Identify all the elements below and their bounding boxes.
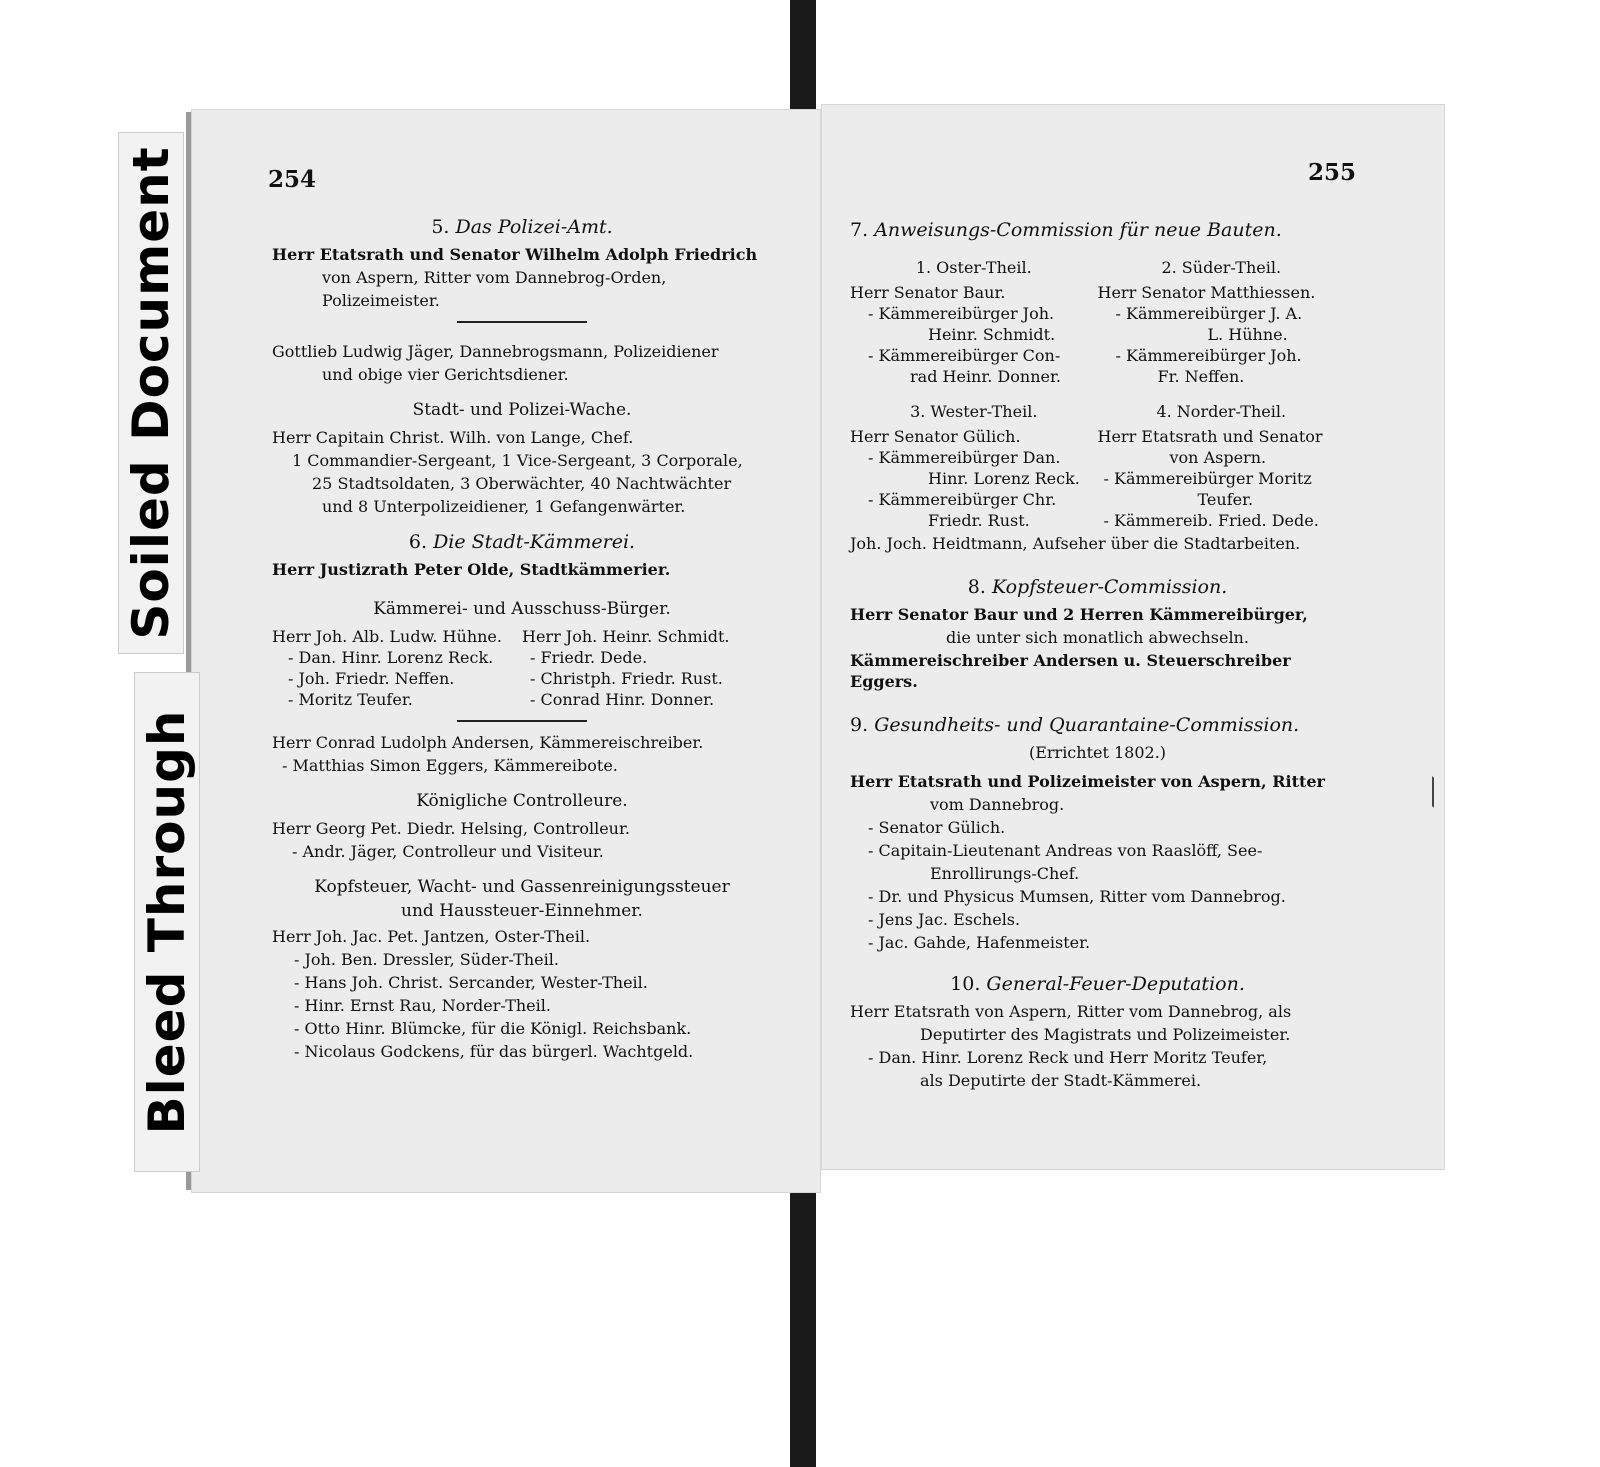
sec7-part-1-columns [850, 282, 1345, 387]
sec9-line-3: - Senator Gülich. [868, 818, 1006, 837]
ausschuss-row [272, 626, 772, 647]
section-8-number: 8. [967, 576, 986, 598]
soiled-document-text: Soiled Document [122, 146, 180, 640]
sec7-entry: - Kämmereibürger Con- [868, 346, 1061, 365]
sec5-servant-line-2: und obige vier Gerichtsdiener. [322, 365, 569, 384]
sec9-line-8: - Jac. Gahde, Hafenmeister. [868, 933, 1091, 952]
sec8-line-3: Kämmereischreiber Andersen u. Steuerschreiber Eggers. [850, 651, 1291, 691]
section-5-title: Das Polizei-Amt. [455, 216, 613, 238]
sec7-entry: Fr. Neffen. [1157, 367, 1245, 386]
sec7-entry: Herr Etatsrath und Senator [1097, 427, 1323, 446]
sec7-part-headings [850, 401, 1345, 422]
section-8-heading [850, 574, 1345, 600]
sec7-entry: rad Heinr. Donner. [910, 367, 1061, 386]
ausschuss-cell: - Moritz Teufer. [288, 690, 413, 709]
section-10-title: General-Feuer-Deputation. [986, 973, 1245, 995]
sec7-entry: - Kämmereibürger Chr. [868, 490, 1057, 509]
section-6-heading [272, 529, 772, 555]
sec5-line-1: Herr Etatsrath und Senator Wilhelm Adolph Friedrich [272, 245, 758, 264]
right-page [822, 105, 1444, 1169]
divider [457, 321, 587, 323]
sec7-part-2-columns [850, 426, 1345, 531]
sec9-line-6: - Dr. und Physicus Mumsen, Ritter vom Dannebrog. [868, 887, 1286, 906]
ausschuss-after-2: - Matthias Simon Eggers, Kämmereibote. [282, 756, 618, 775]
einnehmer-line-5: - Otto Hinr. Blümcke, für die Königl. Reichsbank. [294, 1019, 692, 1038]
sec9-line-2: vom Dannebrog. [930, 795, 1065, 814]
sec10-line-1: Herr Etatsrath von Aspern, Ritter vom Dannebrog, als [850, 1002, 1292, 1021]
ausschuss-row [272, 668, 772, 689]
sec9-line-7: - Jens Jac. Eschels. [868, 910, 1021, 929]
einnehmer-line-6: - Nicolaus Godckens, für das bürgerl. Wachtgeld. [294, 1042, 694, 1061]
controlleure-line-2: - Andr. Jäger, Controlleur und Visiteur. [292, 842, 604, 861]
wache-title: Stadt- und Polizei-Wache. [412, 400, 632, 420]
left-page-content [272, 202, 772, 1064]
sec9-line-4: - Capitain-Lieutenant Andreas von Raaslöff, See- [868, 841, 1263, 860]
wache-line-3: 25 Stadtsoldaten, 3 Oberwächter, 40 Nachtwächter [312, 474, 732, 493]
section-6-number: 6. [408, 531, 428, 553]
sec7-entry: - Kämmereibürger Dan. [868, 448, 1061, 467]
ausschuss-cell: - Joh. Friedr. Neffen. [288, 669, 455, 688]
sec5-servant-line-1: Gottlieb Ludwig Jäger, Dannebrogsmann, Polizeidiener [272, 342, 719, 361]
sec7-part-heading: 4. Norder-Theil. [1156, 402, 1287, 421]
section-7-number: 7. [850, 219, 869, 241]
section-8-title: Kopfsteuer-Commission. [991, 576, 1228, 598]
sec7-entry: Herr Senator Matthiessen. [1097, 283, 1316, 302]
sec7-entry: Hinr. Lorenz Reck. [928, 469, 1080, 488]
section-9-title: Gesundheits- und Quarantaine-Commission. [874, 714, 1300, 736]
section-10-number: 10. [950, 973, 981, 995]
right-page-content [850, 205, 1345, 1093]
ausschuss-row [272, 647, 772, 668]
section-7-title: Anweisungs-Commission für neue Bauten. [874, 219, 1282, 241]
einnehmer-line-1: Herr Joh. Jac. Pet. Jantzen, Oster-Theil. [272, 927, 591, 946]
page-number-left: 254 [268, 166, 317, 193]
sec7-part-heading: 2. Süder-Theil. [1161, 258, 1282, 277]
sec10-line-2: Deputirter des Magistrats und Polizeimeister. [920, 1025, 1291, 1044]
section-9-heading [850, 712, 1345, 738]
einnehmer-title-2: und Haussteuer-Einnehmer. [401, 901, 643, 921]
sec10-line-3: - Dan. Hinr. Lorenz Reck und Herr Moritz Teufer, [868, 1048, 1268, 1067]
sec7-column [1098, 282, 1346, 387]
sec7-part-heading: 1. Oster-Theil. [915, 258, 1032, 277]
sec7-entry: Herr Senator Baur. [850, 283, 1006, 302]
sec9-subtitle: (Errichtet 1802.) [1028, 743, 1167, 762]
sec7-entry: von Aspern. [1169, 448, 1267, 467]
section-6-title: Die Stadt-Kämmerei. [433, 531, 636, 553]
section-7-heading [850, 217, 1345, 243]
wache-line-2: 1 Commandier-Sergeant, 1 Vice-Sergeant, 3 Corporale, [292, 451, 743, 470]
sec7-part-headings [850, 257, 1345, 278]
wache-line-1: Herr Capitain Christ. Wilh. von Lange, Chef. [272, 428, 634, 447]
einnehmer-line-4: - Hinr. Ernst Rau, Norder-Theil. [294, 996, 551, 1015]
ausschuss-cell: Herr Joh. Alb. Ludw. Hühne. [272, 627, 502, 646]
sec7-column [850, 282, 1098, 387]
page-number-right: 255 [1308, 159, 1357, 186]
sec7-part-heading: 3. Wester-Theil. [910, 402, 1038, 421]
binding-spine-top [790, 0, 816, 122]
bleed-through-label [134, 672, 200, 1172]
controlleure-title: Königliche Controlleure. [416, 791, 628, 811]
sec6-line: Herr Justizrath Peter Olde, Stadtkämmerier. [272, 560, 671, 579]
sec7-entry: L. Hühne. [1207, 325, 1288, 344]
sec7-entry: - Kämmereibürger Moritz [1103, 469, 1312, 488]
sec7-entry: - Kämmereib. Fried. Dede. [1103, 511, 1319, 530]
ausschuss-after-1: Herr Conrad Ludolph Andersen, Kämmereischreiber. [272, 733, 704, 752]
left-page [192, 110, 820, 1192]
soiled-document-label [118, 132, 184, 654]
sec10-line-4: als Deputirte der Stadt-Kämmerei. [920, 1071, 1202, 1090]
section-5-number: 5. [431, 216, 450, 238]
section-5-heading [272, 214, 772, 240]
sec7-entry: Herr Senator Gülich. [850, 427, 1021, 446]
sec7-entry: - Kämmereibürger Joh. [1115, 346, 1302, 365]
ausschuss-cell: - Friedr. Dede. [530, 648, 648, 667]
ausschuss-cell: Herr Joh. Heinr. Schmidt. [522, 627, 730, 646]
sec9-line-1: Herr Etatsrath und Polizeimeister von Aspern, Ritter [850, 772, 1325, 791]
divider [457, 720, 587, 722]
sec5-line-3: Polizeimeister. [322, 291, 440, 310]
section-9-number: 9. [850, 714, 869, 736]
sec7-entry: - Kämmereibürger Joh. [868, 304, 1055, 323]
einnehmer-title-1: Kopfsteuer, Wacht- und Gassenreinigungssteuer [314, 877, 730, 897]
sec7-entry: Teufer. [1197, 490, 1254, 509]
ausschuss-title: Kämmerei- und Ausschuss-Bürger. [373, 599, 671, 619]
sec7-entry: Friedr. Rust. [928, 511, 1030, 530]
sec7-entry: - Kämmereibürger J. A. [1115, 304, 1303, 323]
sec8-line-2: die unter sich monatlich abwechseln. [946, 628, 1249, 647]
einnehmer-line-3: - Hans Joh. Christ. Sercander, Wester-Theil. [294, 973, 648, 992]
einnehmer-line-2: - Joh. Ben. Dressler, Süder-Theil. [294, 950, 559, 969]
sec7-column [1098, 426, 1346, 531]
sec9-line-5: Enrollirungs-Chef. [930, 864, 1080, 883]
bleed-through-text: Bleed Through [138, 709, 196, 1135]
wache-line-4: und 8 Unterpolizeidiener, 1 Gefangenwärter. [322, 497, 686, 516]
ausschuss-row [272, 689, 772, 710]
sec7-footer: Joh. Joch. Heidtmann, Aufseher über die Stadtarbeiten. [850, 534, 1301, 553]
sec7-entry: Heinr. Schmidt. [928, 325, 1056, 344]
sec8-line-1: Herr Senator Baur und 2 Herren Kämmereibürger, [850, 605, 1308, 624]
section-10-heading [850, 971, 1345, 997]
sec5-line-2: von Aspern, Ritter vom Dannebrog-Orden, [322, 268, 667, 287]
ausschuss-cell: - Dan. Hinr. Lorenz Reck. [288, 648, 494, 667]
sec7-column [850, 426, 1098, 531]
binding-spine-bottom [790, 1165, 816, 1467]
ausschuss-cell: - Christph. Friedr. Rust. [530, 669, 723, 688]
controlleure-line-1: Herr Georg Pet. Diedr. Helsing, Controlleur. [272, 819, 630, 838]
ausschuss-cell: - Conrad Hinr. Donner. [530, 690, 715, 709]
